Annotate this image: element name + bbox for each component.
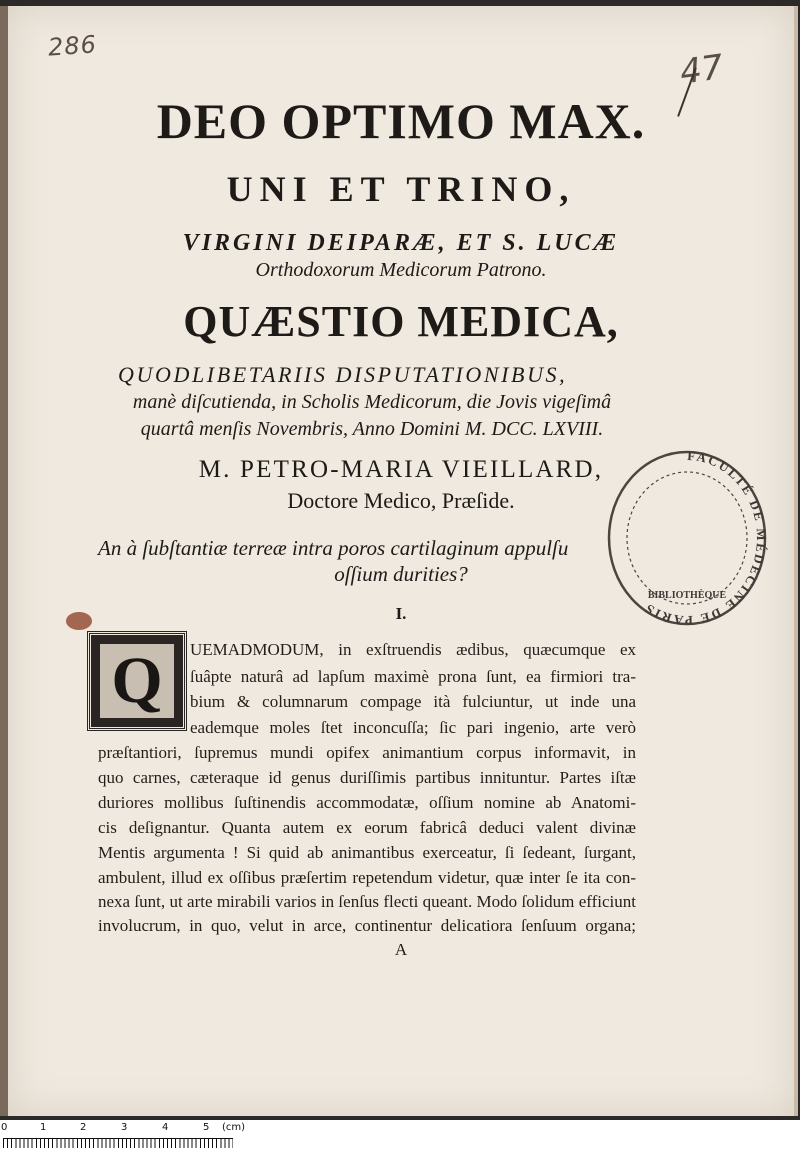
ornamental-initial-frame <box>99 643 175 719</box>
ruler-label: 4 <box>162 1122 169 1133</box>
ruler-label: 5 <box>203 1122 210 1133</box>
signature-mark: A <box>394 940 408 959</box>
subheading-line-3: quartâ menſis Novembris, Anno Domini M. DCC. LXVIII. <box>140 418 604 440</box>
ornamental-initial <box>88 632 186 730</box>
book-spine-edge <box>0 6 8 1116</box>
manuscript-number-top-right: 47 <box>677 47 726 93</box>
stamp-center-text: BIBLIOTHÈQUE <box>647 590 727 601</box>
body-line: præſtantiori, ſupremus mundi opifex animantium corpus informavit, in <box>98 743 636 762</box>
body-line: eademque moles ſtet inconcuſſa; ſic pari ingenio, arte verò <box>190 718 636 737</box>
dedication-line-4: Orthodoxorum Medicorum Patrono. <box>255 259 547 281</box>
body-line: ambulent, illud ex oſſibus præſertim repetendum videtur, quæ inter ſe ita con- <box>98 868 636 887</box>
dedication-line-1: DEO OPTIMO MAX. <box>156 93 646 149</box>
ruler-label: 1 <box>40 1122 47 1133</box>
body-line: cis deſignantur. Quanta autem ex eorum fabricâ deduci valent divinæ <box>98 818 636 837</box>
measurement-ruler <box>0 1120 800 1151</box>
ruler-label: 3 <box>121 1122 128 1133</box>
body-line: nexa ſunt, ut arte mirabili varios in ſenſus flecti queant. Modo ſolidum efficiunt <box>98 892 636 911</box>
body-line: involucrum, in quo, velut in arce, continentur delicatiora ſenſuum organa; <box>98 916 636 935</box>
dedication-line-2: UNI ET TRINO, <box>226 169 576 209</box>
dedication-line-3: VIRGINI DEIPARÆ, ET S. LUCÆ <box>182 230 620 256</box>
library-stamp <box>604 438 770 628</box>
praeses-role: Doctore Medico, Præſide. <box>287 488 515 513</box>
body-line: duriores mollibus ſuſtinendis accommodatæ, oſſium nomine ab Anatomi- <box>98 793 636 812</box>
ornamental-initial-letter: Q <box>111 644 163 717</box>
manuscript-number-top-left: 286 <box>47 30 98 62</box>
subheading-line-2: manè diſcutienda, in Scholis Medicorum, die Jovis vigeſimâ <box>132 391 612 413</box>
body-line: bium & columnarum compage ità fulciuntur, ut inde una <box>190 692 636 711</box>
body-line: UEMADMODUM, in exſtruendis ædibus, quæcumque ex <box>190 640 636 659</box>
book-page <box>8 6 798 1116</box>
body-line: Mentis argumenta ! Si quid ab animantibus exerceatur, ſi ſedeant, ſurgant, <box>98 843 636 862</box>
subheading-line-1: QUODLIBETARIIS DISPUTATIONIBUS, <box>118 362 568 387</box>
body-line: quo carnes, cæteraque id genus duriſſimis partibus innituntur. Partes iſtæ <box>98 768 636 787</box>
section-number: I. <box>395 604 407 623</box>
ruler-unit: (cm) <box>222 1122 246 1133</box>
stamp-ring-text: FACULTÉ DE MÉDECINE DE PARIS <box>640 447 770 628</box>
ruler-label: 2 <box>80 1122 87 1133</box>
ruler-label: 0 <box>1 1122 8 1133</box>
praeses-name: M. PETRO-MARIA VIEILLARD, <box>198 456 604 483</box>
question-line-2: oſſium durities? <box>334 562 468 586</box>
ruler-ticks <box>3 1138 233 1148</box>
ink-stain <box>66 612 92 630</box>
page-title: QUÆSTIO MEDICA, <box>183 297 619 346</box>
question-line-1: An à ſubſtantiæ terreæ intra poros cartilaginum appulſu <box>98 536 569 560</box>
body-line: ſuâpte naturâ ad lapſum maximè prona ſunt, ea firmiori tra- <box>190 667 636 686</box>
